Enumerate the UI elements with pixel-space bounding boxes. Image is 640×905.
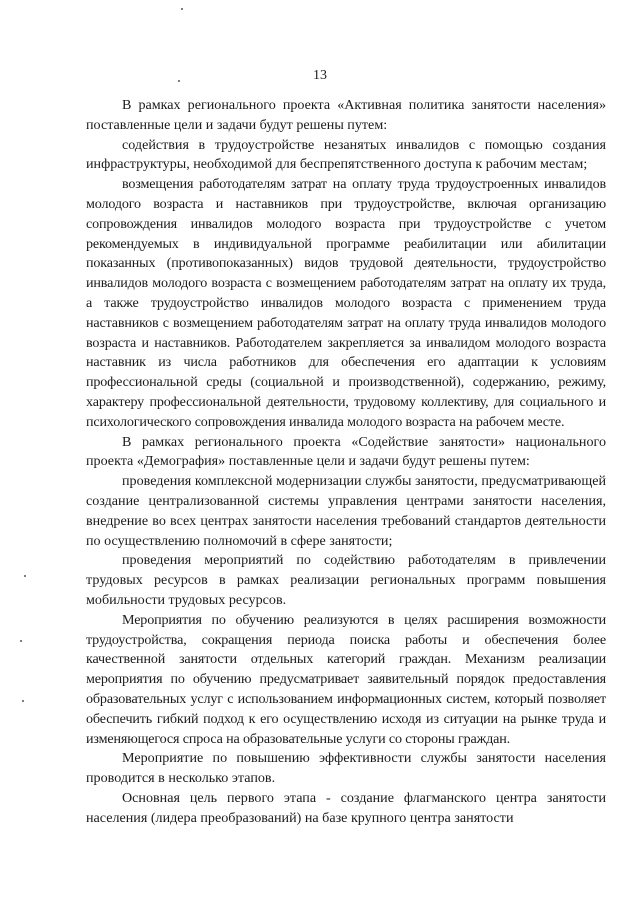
- document-body: [86, 96, 606, 828]
- scan-speck: [20, 640, 22, 642]
- scan-speck: [24, 575, 26, 577]
- paragraph-efficiency-stages: Мероприятие по повышению эффективности службы занятости населения проводится в несколько этапов.: [86, 750, 606, 787]
- scan-speck: [181, 8, 183, 10]
- paragraph-training: Мероприятия по обучению реализуются в целях расширения возможности трудоустройства, сокращения периода поиска работы и обеспечения более качественной занятости отдельных категорий граждан. Механизм реализации мероприятия по обучению предусматривает заявительный порядок предоставления образовательных услуг с использованием информационных систем, который позволяет обеспечить гибкий подход к его осуществлению исходя из ситуации на рынке труда и изменяющегося спроса на образовательные услуги со стороны граждан.: [86, 611, 606, 747]
- paragraph-intro-active-policy: В рамках регионального проекта «Активная политика занятости населения» поставленные цели и задачи будут решены путем:: [86, 97, 606, 133]
- paragraph-employer-compensation: возмещения работодателям затрат на оплату труда трудоустроенных инвалидов молодого возраста и наставников при трудоустройстве, включая организацию сопровождения инвалидов молодого возраста при трудоустройстве с учетом рекомендуемых в индивидуальной программе реабилитации или абилитации показанных (противопоказанных) видов трудовой деятельности, трудоустройство инвалидов молодого возраста с возмещением работодателям затрат на оплату их труда, а также трудоустройство инвалидов молодого возраста с применением труда наставников с возмещением работодателям затрат на оплату труда инвалидов молодого возраста и наставников. Работодателем закрепляется за инвалидом молодого возраста наставник из числа работников для обеспечения его адаптации к условиям профессиональной среды (социальной и производственной), содержанию, режиму, характеру профессиональной деятельности, трудовому коллективу, для социального и психологического сопровождения инвалида молодого возраста на рабочем месте.: [86, 176, 606, 430]
- paragraph-labor-mobility: проведения мероприятий по содействию работодателям в привлечении трудовых ресурсов в рамках реализации региональных программ повышения мобильности трудовых ресурсов.: [86, 552, 606, 608]
- paragraph-disabled-employment: содействия в трудоустройстве незанятых инвалидов с помощью создания инфраструктуры, необходимой для беспрепятственного доступа к рабочим местам;: [86, 136, 606, 173]
- page-number: 13: [313, 68, 327, 83]
- paragraph-modernization: проведения комплексной модернизации службы занятости, предусматривающей создание централизованной системы управления центрами занятости населения, внедрение во всех центрах занятости населения требований стандартов деятельности по осуществлению полномочий в сфере занятости;: [86, 473, 606, 549]
- paragraph-first-stage: Основная цель первого этапа - создание флагманского центра занятости населения (лидера преобразований) на базе крупного центра занятости: [86, 789, 606, 826]
- paragraph-intro-employment-assistance: В рамках регионального проекта «Содействие занятости» национального проекта «Демография» поставленные цели и задачи будут решены путем:: [86, 433, 606, 470]
- scan-speck: [22, 700, 24, 702]
